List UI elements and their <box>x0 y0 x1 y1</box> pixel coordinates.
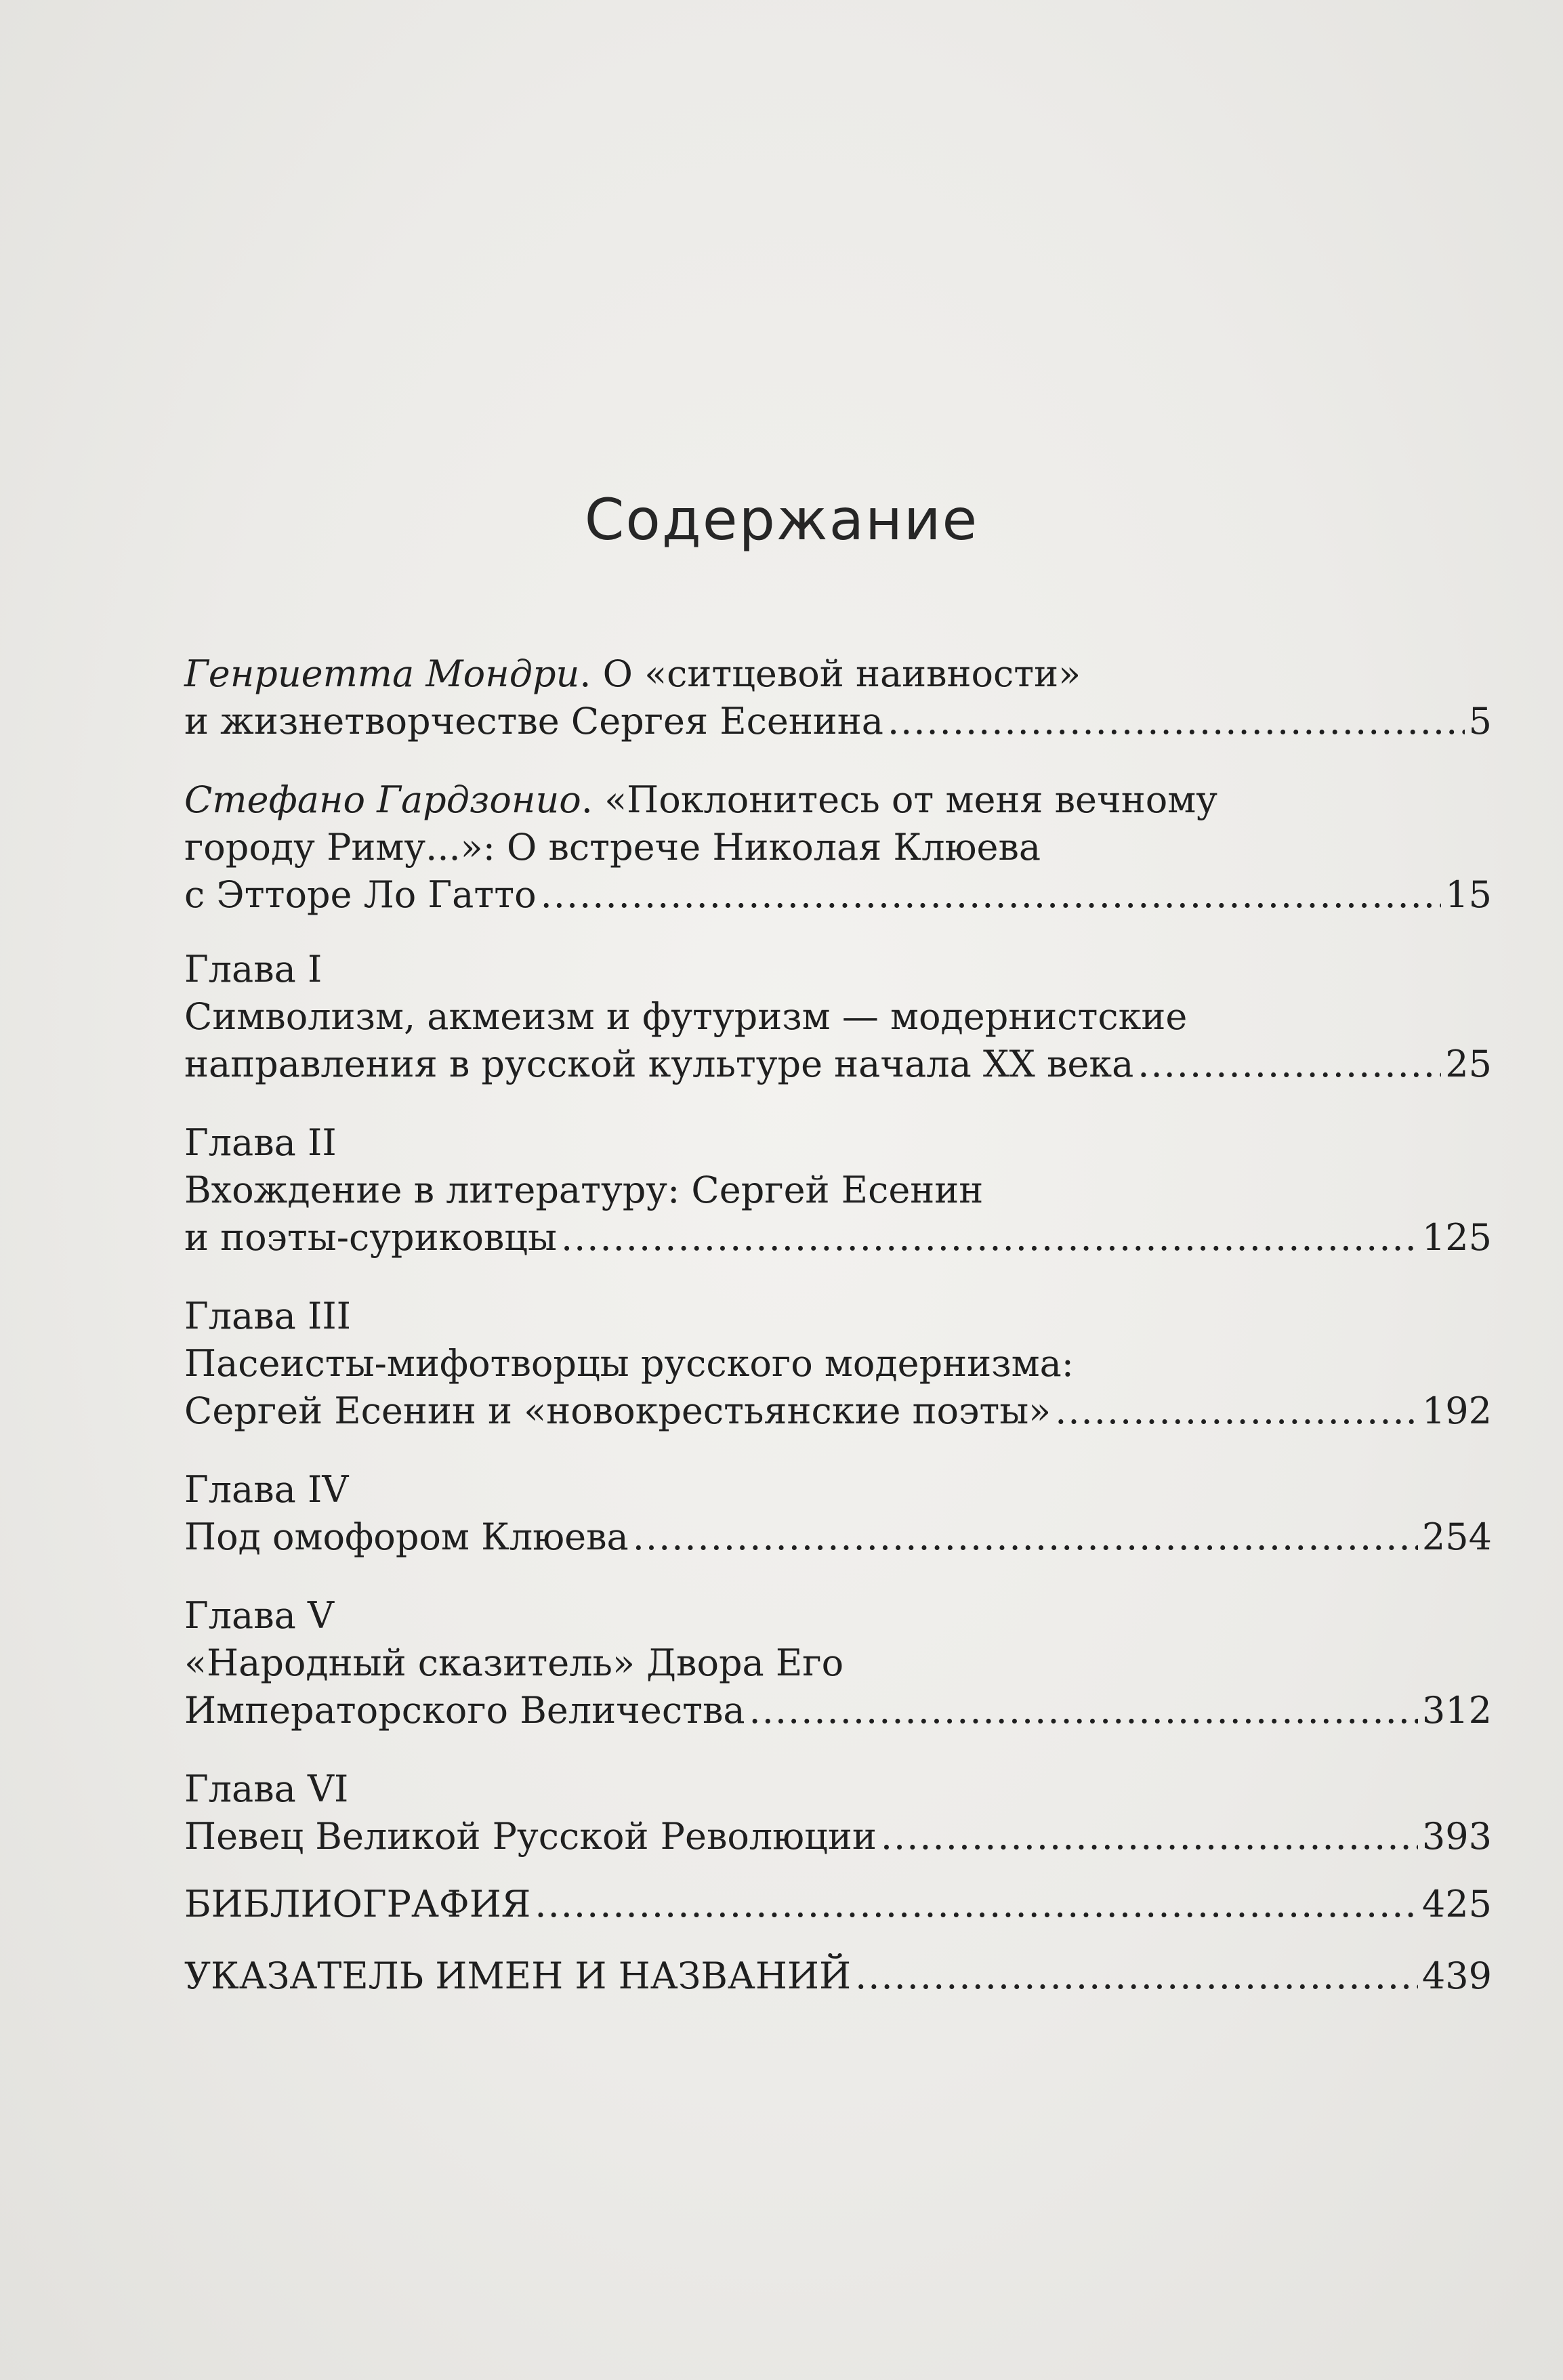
toc-entry-author: Генриетта Мондри <box>184 652 580 695</box>
page-number: 192 <box>1421 1390 1492 1432</box>
toc-entry <box>184 946 1492 1088</box>
toc-entry-last-line: с Этторе Ло Гатто <box>184 873 537 916</box>
toc-entry-last-line: и жизнетворчестве Сергея Есенина <box>184 700 883 743</box>
toc-entry <box>184 1953 1492 2000</box>
page-number: 25 <box>1445 1043 1492 1085</box>
toc-entry-leader-line <box>184 1513 1492 1561</box>
page-number: 312 <box>1421 1689 1492 1732</box>
toc-entry-line: Пасеисты-мифотворцы русского модернизма: <box>184 1342 1074 1385</box>
toc-entry-leader-line <box>184 698 1492 745</box>
toc-entry-leader-line <box>184 1881 1492 1928</box>
chapter-label: Глава II <box>184 1121 337 1164</box>
page-number: 439 <box>1421 1955 1492 1997</box>
toc-entry-leader-line <box>184 1687 1492 1734</box>
page-number: 254 <box>1421 1516 1492 1558</box>
chapter-label: Глава IV <box>184 1468 349 1511</box>
toc-entry-last-line: УКАЗАТЕЛЬ ИМЕН И НАЗВАНИЙ <box>184 1955 852 1997</box>
dot-leader <box>888 698 1465 745</box>
toc-entry-line: Вхождение в литературу: Сергей Есенин <box>184 1169 984 1211</box>
toc-entry <box>184 650 1492 745</box>
dot-leader <box>535 1881 1418 1928</box>
toc-entry-last-line: Императорского Величества <box>184 1689 745 1732</box>
toc-entry-author: Стефано Гардзонио <box>184 778 581 821</box>
toc-entry-line: Символизм, акмеизм и футуризм — модернистские <box>184 995 1188 1038</box>
toc-entry-title <box>184 650 1492 698</box>
toc-entry-last-line: направления в русской культуре начала XX века <box>184 1043 1134 1085</box>
chapter-label: Глава III <box>184 1295 352 1337</box>
table-of-contents <box>184 650 1492 2000</box>
toc-entry <box>184 776 1492 919</box>
page-number: 5 <box>1468 700 1492 743</box>
toc-entry-leader-line <box>184 871 1492 919</box>
toc-entry <box>184 1766 1492 1860</box>
page-number: 15 <box>1445 873 1492 916</box>
toc-entry-title-text: . О «ситцевой наивности» <box>579 652 1081 695</box>
dot-leader <box>633 1513 1418 1561</box>
chapter-label: Глава VI <box>184 1768 349 1810</box>
toc-entry-line: «Народный сказитель» Двора Его <box>184 1642 844 1684</box>
toc-entry-leader-line <box>184 1813 1492 1860</box>
toc-entry-leader-line <box>184 1387 1492 1435</box>
page-number: 393 <box>1421 1815 1492 1858</box>
toc-entry-leader-line <box>184 1953 1492 2000</box>
chapter-label: Глава I <box>184 948 322 990</box>
dot-leader <box>855 1953 1418 2000</box>
page-title: Содержание <box>584 486 979 553</box>
page-number: 425 <box>1421 1883 1492 1925</box>
toc-entry <box>184 1466 1492 1561</box>
dot-leader <box>1055 1387 1418 1435</box>
toc-entry-last-line: Сергей Есенин и «новокрестьянские поэты» <box>184 1390 1051 1432</box>
page-number: 125 <box>1421 1216 1492 1259</box>
toc-entry-last-line: БИБЛИОГРАФИЯ <box>184 1883 531 1925</box>
dot-leader <box>1138 1041 1441 1088</box>
toc-entry <box>184 1592 1492 1734</box>
dot-leader <box>541 871 1442 919</box>
toc-entry-leader-line <box>184 1214 1492 1261</box>
dot-leader <box>749 1687 1418 1734</box>
toc-entry-title <box>184 776 1492 824</box>
toc-entry-leader-line <box>184 1041 1492 1088</box>
toc-entry-last-line: и поэты-суриковцы <box>184 1216 557 1259</box>
toc-entry-last-line: Певец Великой Русской Революции <box>184 1815 877 1858</box>
toc-entry <box>184 1881 1492 1928</box>
toc-entry <box>184 1119 1492 1261</box>
dot-leader <box>881 1813 1418 1860</box>
toc-entry-title-text: . «Поклонитесь от меня вечному <box>581 778 1217 821</box>
toc-entry <box>184 1293 1492 1435</box>
dot-leader <box>561 1214 1418 1261</box>
toc-entry-line: городу Риму...»: О встрече Николая Клюева <box>184 826 1041 869</box>
toc-entry-last-line: Под омофором Клюева <box>184 1516 629 1558</box>
chapter-label: Глава V <box>184 1594 335 1637</box>
